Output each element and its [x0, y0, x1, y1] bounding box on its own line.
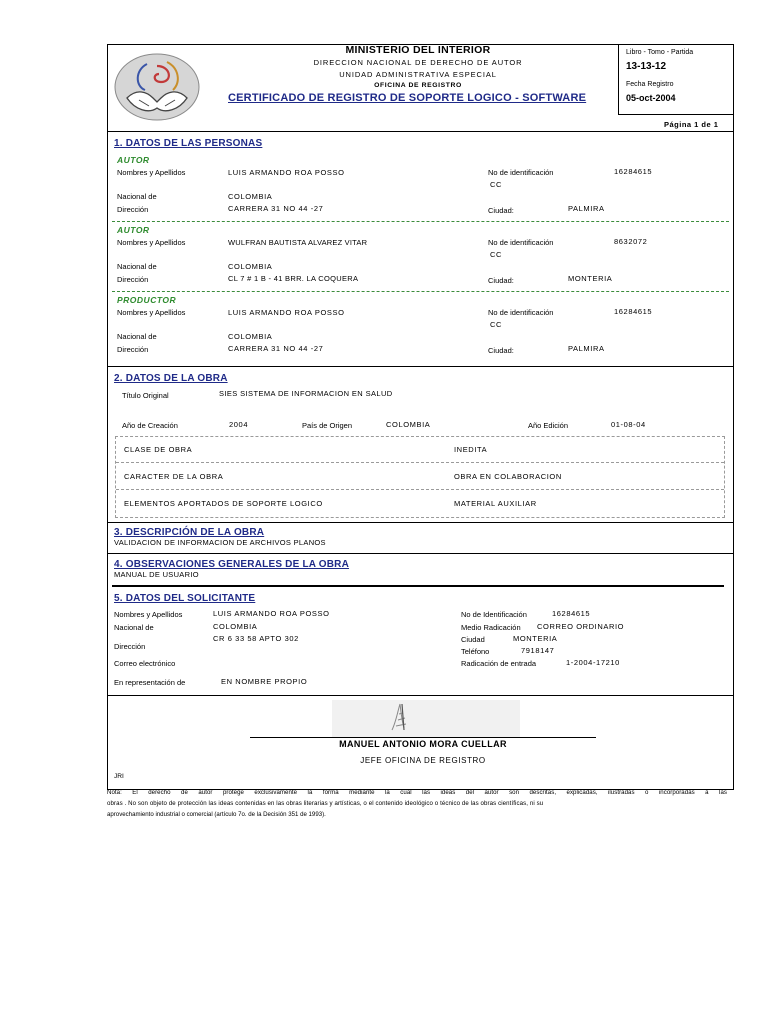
sol-ciudad-label: Ciudad [461, 635, 485, 644]
ministry-title: MINISTERIO DEL INTERIOR [345, 44, 491, 56]
person-direccion-label: Dirección [117, 275, 149, 284]
sol-representacion-label: En representación de [114, 678, 186, 687]
person-ciudad-label: Ciudad: [488, 346, 514, 355]
unit-name: UNIDAD ADMINISTRATIVA ESPECIAL [339, 70, 497, 79]
descripcion-text: VALIDACION DE INFORMACION DE ARCHIVOS PLANOS [114, 538, 326, 547]
section-personas-title: 1. DATOS DE LAS PERSONAS [114, 138, 263, 149]
anio-edicion-value: 01-08-04 [611, 420, 646, 429]
section-separator [107, 522, 734, 523]
person-ciudad: PALMIRA [568, 344, 605, 353]
sol-medio-label: Medio Radicación [461, 623, 521, 632]
sol-radicacion-label: Radicación de entrada [461, 659, 537, 668]
legal-note-line: aprovechamiento industrial o comercial (artículo 7o. de la Decisión 351 de 1993). [107, 811, 326, 818]
signature-line [250, 737, 596, 738]
header-right-divider [618, 44, 619, 114]
elementos-value: MATERIAL AUXILIAR [454, 499, 537, 508]
sol-direccion-value: CR 6 33 58 APTO 302 [213, 634, 299, 643]
person-id: 16284615 [614, 307, 653, 316]
fecha-label: Fecha Registro [626, 81, 674, 88]
legal-note-line: obras . No son objeto de protección las ideas contenidas en las obras literarias y artísticas, o el contenido ideológico o técnico de las obras científicas, ni su [107, 800, 544, 807]
person-ciudad-label: Ciudad: [488, 276, 514, 285]
anio-creacion-label: Año de Creación [122, 421, 178, 430]
sol-telefono-value: 7918147 [521, 646, 555, 655]
person-name: LUIS ARMANDO ROA POSSO [228, 168, 345, 177]
person-nacional: COLOMBIA [228, 262, 273, 271]
person-direccion-label: Dirección [117, 345, 149, 354]
person-nacional-label: Nacional de [117, 262, 157, 271]
person-name: LUIS ARMANDO ROA POSSO [228, 308, 345, 317]
fecha-value: 05-oct-2004 [626, 93, 676, 103]
anio-edicion-label: Año Edición [528, 421, 569, 430]
caracter-value: OBRA EN COLABORACION [454, 472, 562, 481]
person-ciudad: MONTERIA [568, 274, 613, 283]
clase-label: CLASE DE OBRA [124, 445, 193, 454]
person-direccion: CARRERA 31 NO 44 -27 [228, 344, 324, 353]
sol-direccion-label: Dirección [114, 642, 146, 651]
person-direccion-label: Dirección [117, 205, 149, 214]
person-role: AUTOR [117, 225, 150, 235]
initials: JRI [114, 773, 124, 780]
person-id: 8632072 [614, 237, 648, 246]
elementos-label: ELEMENTOS APORTADOS DE SOPORTE LOGICO [124, 499, 323, 508]
person-role: AUTOR [117, 155, 150, 165]
anio-creacion-value: 2004 [229, 420, 249, 429]
sol-radicacion-value: 1-2004-17210 [566, 658, 620, 667]
sol-nombres-value: LUIS ARMANDO ROA POSSO [213, 609, 330, 618]
section-separator [107, 695, 734, 696]
person-id-type: CC [490, 320, 503, 329]
caracter-label: CARACTER DE LA OBRA [124, 472, 224, 481]
section-separator [107, 366, 734, 367]
sol-telefono-label: Teléfono [461, 647, 490, 656]
page-number: Página 1 de 1 [664, 120, 719, 129]
section-obra-title: 2. DATOS DE LA OBRA [114, 373, 228, 384]
libro-value: 13-13-12 [626, 61, 667, 72]
header-right-bottom [618, 114, 734, 115]
obra-row-divider [116, 489, 724, 490]
person-id-label: No de identificación [488, 168, 554, 177]
person-nacional: COLOMBIA [228, 332, 273, 341]
clase-value: INEDITA [454, 445, 488, 454]
certificate-title: CERTIFICADO DE REGISTRO DE SOPORTE LOGICO - SOFTWARE [228, 92, 587, 104]
section-solicitante-title: 5. DATOS DEL SOLICITANTE [114, 593, 256, 604]
person-id-type: CC [490, 180, 503, 189]
person-id: 16284615 [614, 167, 653, 176]
section-separator [107, 553, 734, 554]
pais-label: País de Origen [302, 421, 353, 430]
observaciones-text: MANUAL DE USUARIO [114, 570, 199, 579]
sol-representacion-value: EN NOMBRE PROPIO [221, 677, 308, 686]
direction-name: DIRECCION NACIONAL DE DERECHO DE AUTOR [313, 58, 523, 67]
signer-role: JEFE OFICINA DE REGISTRO [360, 756, 486, 765]
header-separator [107, 131, 734, 132]
sol-id-label: No de Identificación [461, 610, 527, 619]
sol-correo-label: Correo electrónico [114, 659, 176, 668]
logo [113, 52, 201, 122]
legal-note-line: Nota: El derecho de autor protege exclusivamente la forma mediante la cual las ideas del autor son descritas, explicadas, ilustradas o incorporadas a las [107, 789, 727, 796]
person-nacional: COLOMBIA [228, 192, 273, 201]
person-id-label: No de identificación [488, 238, 554, 247]
titulo-value: SIES SISTEMA DE INFORMACION EN SALUD [219, 389, 393, 398]
person-direccion: CARRERA 31 NO 44 -27 [228, 204, 324, 213]
sol-medio-value: CORREO ORDINARIO [537, 622, 625, 631]
sol-nacional-label: Nacional de [114, 623, 154, 632]
sol-ciudad-value: MONTERIA [513, 634, 558, 643]
person-name-label: Nombres y Apellidos [117, 308, 186, 317]
person-name: WULFRAN BAUTISTA ALVAREZ VITAR [228, 238, 368, 247]
sol-nombres-label: Nombres y Apellidos [114, 610, 183, 619]
certificate-frame [107, 44, 734, 790]
person-name-label: Nombres y Apellidos [117, 238, 186, 247]
sol-id-value: 16284615 [552, 609, 591, 618]
section-descripcion-title: 3. DESCRIPCIÓN DE LA OBRA [114, 527, 265, 538]
person-direccion: CL 7 # 1 B - 41 BRR. LA COQUERA [228, 274, 359, 283]
signer-name: MANUEL ANTONIO MORA CUELLAR [339, 739, 507, 749]
section-observaciones-title: 4. OBSERVACIONES GENERALES DE LA OBRA [114, 559, 350, 570]
person-ciudad-label: Ciudad: [488, 206, 514, 215]
person-id-label: No de identificación [488, 308, 554, 317]
person-nacional-label: Nacional de [117, 192, 157, 201]
person-id-type: CC [490, 250, 503, 259]
person-ciudad: PALMIRA [568, 204, 605, 213]
libro-label: Libro - Tomo - Partida [626, 49, 694, 56]
pais-value: COLOMBIA [386, 420, 431, 429]
section-separator [112, 585, 724, 587]
person-role: PRODUCTOR [117, 295, 177, 305]
office-name: OFICINA DE REGISTRO [374, 82, 462, 89]
obra-row-divider [116, 462, 724, 463]
person-separator [112, 221, 729, 222]
person-separator [112, 291, 729, 292]
person-nacional-label: Nacional de [117, 332, 157, 341]
person-name-label: Nombres y Apellidos [117, 168, 186, 177]
sol-nacional-value: COLOMBIA [213, 622, 258, 631]
signature-image [332, 700, 520, 737]
titulo-label: Título Original [122, 391, 169, 400]
